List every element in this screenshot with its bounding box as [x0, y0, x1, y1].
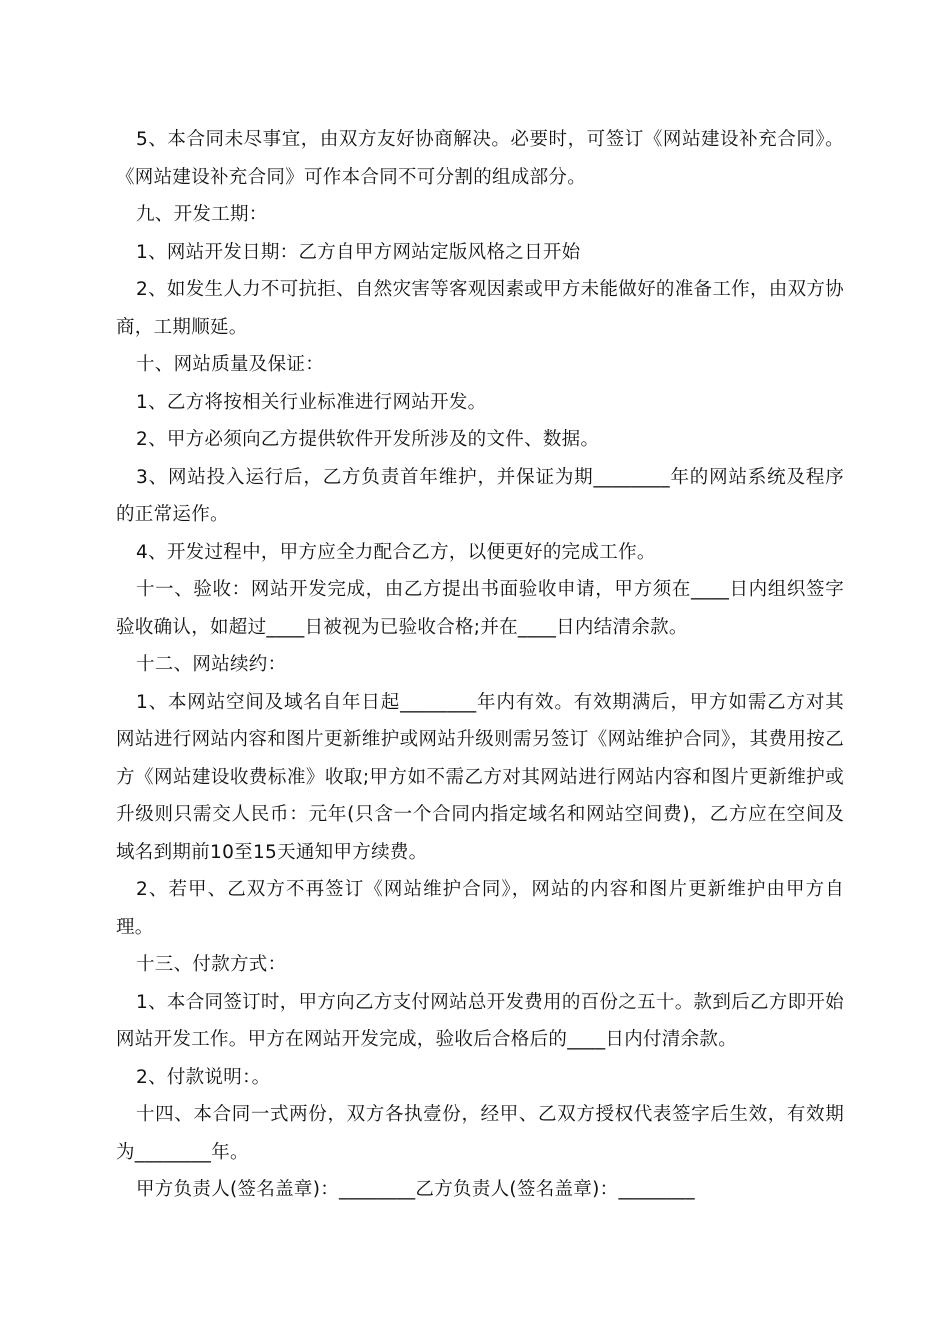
section-11-acceptance: 十一、验收：网站开发完成，由乙方提出书面验收申请，甲方须在____日内组织签字验收确认，如超过____日被视为已验收合格;并在____日内结清余款。: [116, 579, 844, 638]
clause-13-2: 2、付款说明：。: [136, 1066, 271, 1088]
clause-10-4: 4、开发过程中，甲方应全力配合乙方，以便更好的完成工作。: [136, 541, 656, 563]
section-10-heading: 十、网站质量及保证：: [136, 354, 325, 375]
document-body: [116, 121, 844, 1209]
signature-line: 甲方负责人(签名盖章)：________乙方负责人(签名盖章)：________: [136, 1179, 695, 1200]
clause-8-5: 5、本合同未尽事宜，由双方友好协商解决。必要时，可签订《网站建设补充合同》。《网站建设补充合同》可作本合同不可分割的组成部分。: [116, 129, 844, 188]
clause-10-3: 3、网站投入运行后，乙方负责首年维护，并保证为期________年的网站系统及程序的正常运作。: [116, 466, 844, 525]
clause-13-1: 1、本合同签订时，甲方向乙方支付网站总开发费用的百份之五十。款到后乙方即开始网站开发工作。甲方在网站开发完成，验收后合格后的____日内付清余款。: [116, 991, 844, 1050]
section-13-heading: 十三、付款方式：: [136, 954, 287, 975]
clause-10-2: 2、甲方必须向乙方提供软件开发所涉及的文件、数据。: [136, 429, 600, 450]
clause-9-1: 1、网站开发日期：乙方自甲方网站定版风格之日开始: [136, 241, 581, 263]
section-14-validity: 十四、本合同一式两份，双方各执壹份，经甲、乙双方授权代表签字后生效，有效期为________年。: [116, 1104, 844, 1163]
clause-12-2: 2、若甲、乙双方不再签订《网站维护合同》，网站的内容和图片更新维护由甲方自理。: [116, 879, 844, 938]
clause-10-1: 1、乙方将按相关行业标准进行网站开发。: [136, 391, 487, 413]
clause-9-2: 2、如发生人力不可抗拒、自然灾害等客观因素或甲方未能做好的准备工作，由双方协商，工期顺延。: [116, 279, 844, 338]
clause-12-1: 1、本网站空间及域名自年日起________年内有效。有效期满后，甲方如需乙方对其网站进行网站内容和图片更新维护或网站升级则需另签订《网站维护合同》，其费用按乙方《网站建设收费标准》收取;甲方如不需乙方对其网站进行网站内容和图片更新维护或升级则只需交人民币：元年(只含一个合同内指定域名和网站空间费)，乙方应在空间及域名到期前10至15天通知甲方续费。: [116, 691, 844, 863]
section-9-heading: 九、开发工期：: [136, 204, 268, 225]
section-12-heading: 十二、网站续约：: [136, 654, 287, 675]
